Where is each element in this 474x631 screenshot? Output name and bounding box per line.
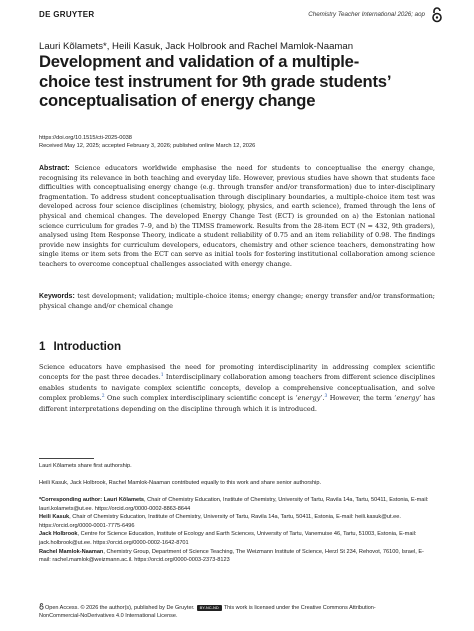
- footnote-first-authorship: Lauri Kõlamets share first authorship.: [39, 463, 132, 469]
- author-affiliation: [39, 513, 435, 530]
- reference-link[interactable]: 1: [160, 373, 164, 379]
- title-line: Development and validation of a multiple-: [39, 52, 360, 71]
- affiliation-text: , Centre for Science Education, Institute of Ecology and Earth Sciences, University of Tartu, Vanemuise 46, Tartu, 51003, Estonia, E-mail: jack.holbrook@ut.ee. https://orcid.org/0000-0002-1642-8701: [39, 531, 417, 546]
- title-line: choice test instrument for 9th grade students’: [39, 71, 392, 91]
- emphasis-term: ‘energy’: [295, 394, 323, 403]
- article-meta: [39, 134, 255, 151]
- title-line: conceptualisation of energy change: [39, 91, 316, 110]
- text-span: has different interpretations depending on the discipline through which it is introduced.: [39, 394, 435, 413]
- text-span: However, the term: [327, 394, 395, 403]
- license-line: [39, 603, 439, 612]
- keywords: [39, 292, 435, 311]
- license-footer: [39, 603, 439, 620]
- article-title: [39, 52, 439, 111]
- text-span: Science educators have emphasised the need for promoting interdisciplinarity in addressing complex scientific concepts for the past three decades.: [39, 363, 435, 382]
- abstract-label: Abstract:: [39, 165, 70, 172]
- abstract-text: Science educators worldwide emphasise the need for students to conceptualise the energy change, recognising its relevance in both teaching and everyday life. However, previous studies have shown that students face difficulties with conceptualising energy change (e.g. through transfer and/or transformation) due to inter-disciplinary fragmentation. To address student conceptualisation through disciplinary boundaries, a multiple-choice item test was developed across four science disciplines (chemistry, biology, physics, and earth science), framed through the lens of physical and chemical changes. The developed Energy Change Test (ECT) is grounded on a) the Estonian national science curriculum for grades 7–9, and b) the TIMSS framework. Results from the 28-item ECT (N = 432, 9th graders), analysed using Item Response Theory, indicate a student reliability of 0.75 and an item reliability of 0.98. The findings provide new insights for curriculum developers, educators, chemistry and other science teachers, demonstrating how single items or item sets from the ECT can serve as initial tools for fostering institutional collaboration among science teachers to overcome conceptual challenges associated with energy change.: [39, 164, 435, 268]
- text-span: Interdisciplinary collaboration among teachers from different science disciplines enables students to navigate complex scientific concepts, develop a comprehensive conceptualisation, and solve complex problems.: [39, 373, 435, 403]
- keywords-label: Keywords:: [39, 293, 75, 300]
- doi-link[interactable]: https://doi.org/10.1515/cti-2025-0038: [39, 135, 132, 141]
- section-heading: [39, 340, 121, 353]
- license-text-continued: NonCommercial-NoDerivatives 4.0 International License.: [39, 613, 178, 619]
- open-access-icon: [39, 603, 44, 610]
- article-dates: Received May 12, 2025; accepted February 3, 2026; published online March 12, 2026: [39, 143, 256, 150]
- cc-license-badge[interactable]: BY-NC-ND: [197, 605, 222, 611]
- open-access-text: Open Access. © 2026 the author(s), published by De Gruyter.: [45, 605, 195, 611]
- text-span: .: [322, 394, 325, 403]
- author-affiliation: [39, 530, 435, 547]
- author-affiliation: [39, 496, 435, 513]
- page-header: [39, 7, 443, 29]
- correspondence-block: [39, 496, 435, 565]
- abstract: [39, 164, 435, 270]
- section-number: 1: [39, 340, 46, 353]
- journal-citation: Chemistry Teacher International 2026; aop: [308, 11, 425, 18]
- author-name: Rachel Mamlok-Naaman: [39, 548, 104, 555]
- author-name: Jack Holbrook: [39, 531, 78, 538]
- emphasis-term: ‘energy’: [394, 394, 422, 403]
- text-span: One such complex interdisciplinary scientific concept is: [104, 394, 296, 403]
- author-list: Lauri Kõlamets*, Heili Kasuk, Jack Holbrook and Rachel Mamlok-Naaman: [39, 41, 354, 52]
- author-name: *Corresponding author: Lauri Kõlamets: [39, 497, 145, 503]
- affiliation-text: , Chair of Chemistry Education, Institute of Chemistry, University of Tartu, Ravila 14a, Tartu, 50411, Estonia, E-mail: lauri.kolamets@ut.ee. https://orcid.org/0000-0002-8863-8644: [39, 497, 429, 512]
- footnote-senior-authorship: Heili Kasuk, Jack Holbrook, Rachel Mamlok-Naaman contributed equally to this work and share senior authorship.: [39, 480, 321, 486]
- reference-link[interactable]: 3: [324, 394, 328, 400]
- introduction-paragraph: [39, 362, 435, 414]
- reference-link[interactable]: 2: [101, 394, 105, 400]
- author-affiliation: [39, 548, 435, 565]
- publisher-name: DE GRUYTER: [39, 10, 95, 19]
- affiliation-text: , Chemistry Group, Department of Science Teaching, The Weizmann Institute of Science, Herzl St 234, Rehovot, 76100, Israel, E-mail: rachel.mamlok@weizmann.ac.il. https://orcid.org/0000-0003-2373-8123: [39, 548, 424, 564]
- section-title: Introduction: [53, 340, 122, 353]
- author-name: Heili Kasuk: [39, 514, 70, 521]
- open-access-icon: [431, 7, 443, 23]
- license-text: This work is licensed under the Creative Commons Attribution-: [223, 605, 376, 611]
- keywords-text: test development; validation; multiple-choice items; energy change; energy transfer and/or transformation; physical change and/or chemical change: [39, 292, 435, 310]
- affiliation-text: , Chair of Chemistry Education, Institute of Chemistry, University of Tartu, Ravila 14a, Tartu, 50411, Estonia, E-mail: heili.kasuk@ut.ee. https://orcid.org/0000-0001-7775-6496: [39, 514, 401, 529]
- footnote-divider: [39, 458, 94, 459]
